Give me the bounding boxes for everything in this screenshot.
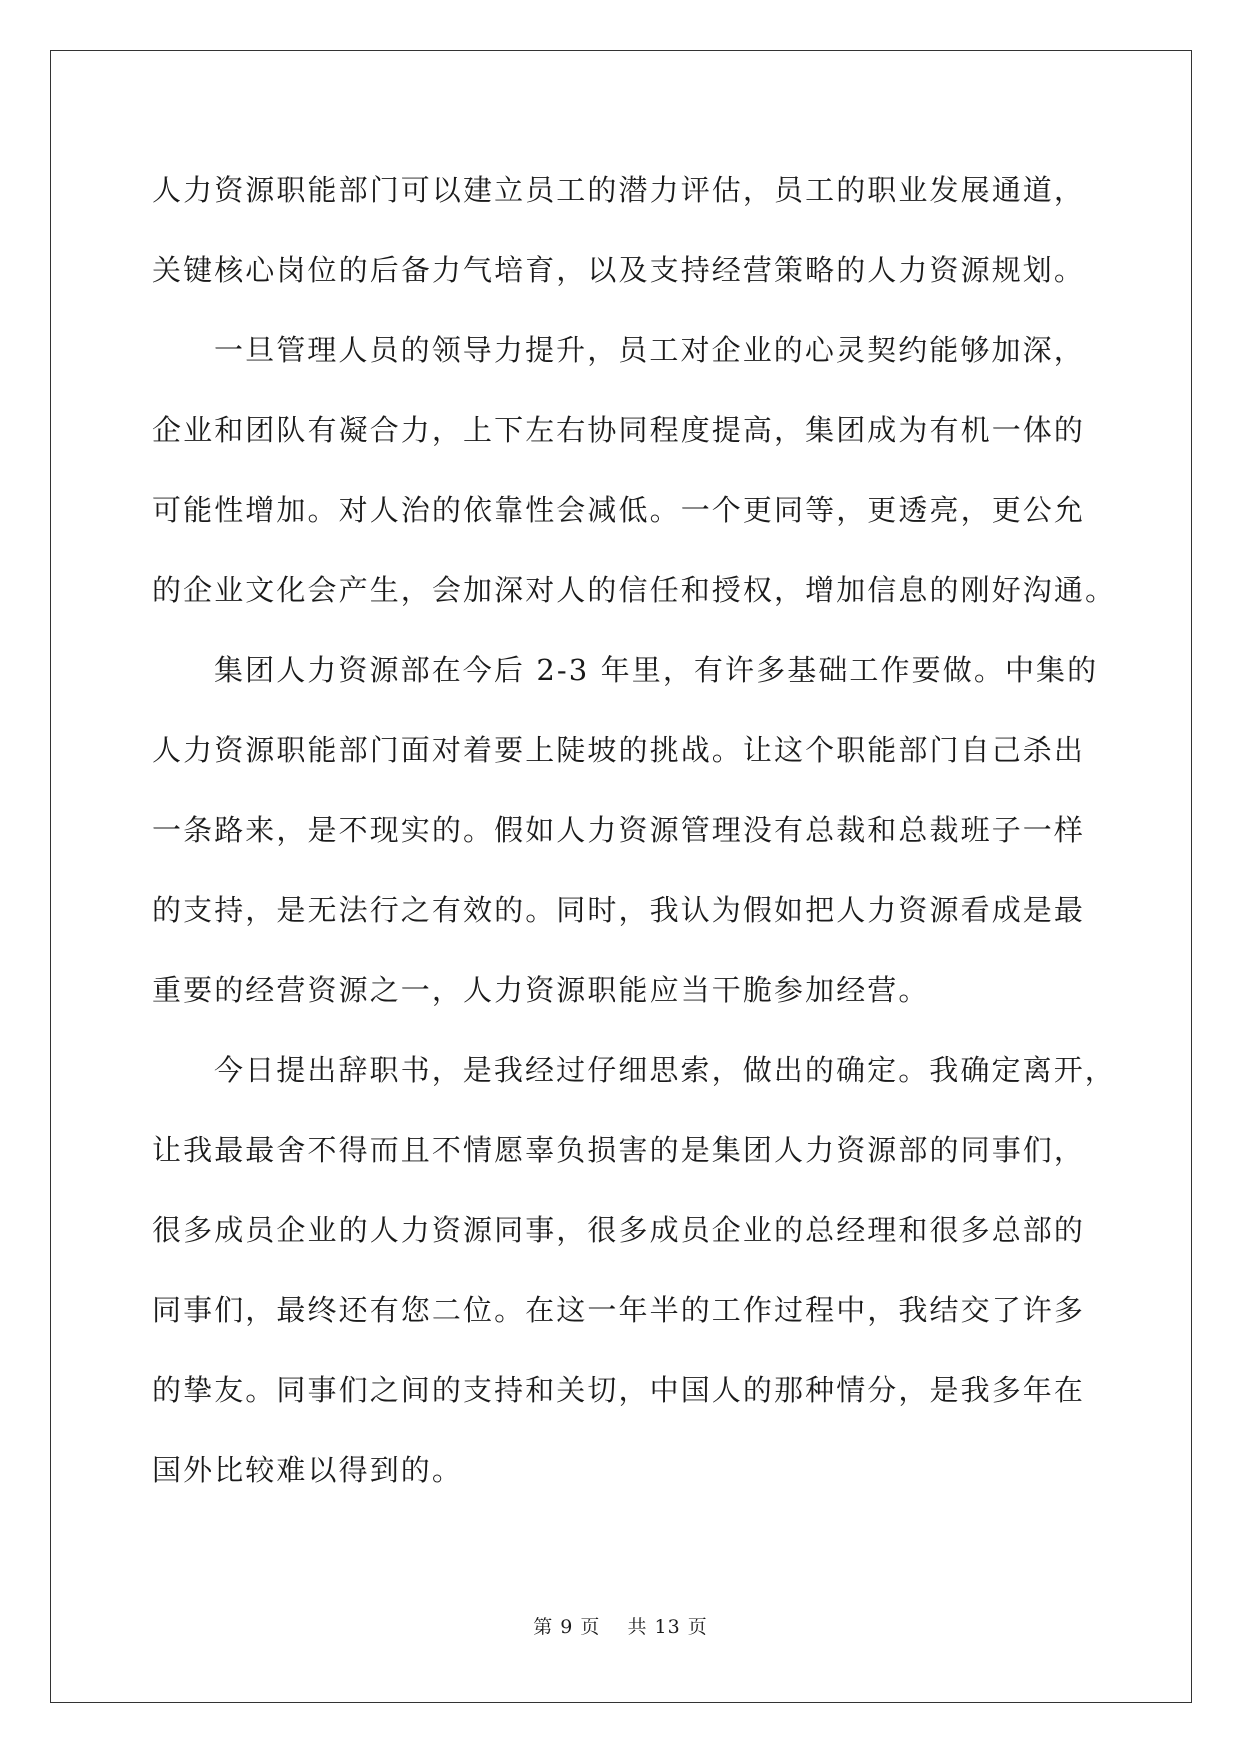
body-text (152, 150, 1117, 1510)
text-line: 的挚友。同事们之间的支持和关切，中国人的那种情分，是我多年在 (152, 1373, 1086, 1407)
text-line: 人力资源职能部门面对着要上陡坡的挑战。让这个职能部门自己杀出 (152, 733, 1086, 767)
text-line: 的企业文化会产生，会加深对人的信任和授权，增加信息的刚好沟通。 (152, 573, 1117, 607)
text-line: 关键核心岗位的后备力气培育，以及支持经营策略的人力资源规划。 (152, 253, 1086, 287)
paragraph-start-line: 集团人力资源部在今后 2-3 年里，有许多基础工作要做。中集的 (214, 653, 1099, 687)
text-line: 可能性增加。对人治的依靠性会减低。一个更同等，更透亮，更公允 (152, 493, 1086, 527)
text-line: 的支持，是无法行之有效的。同时，我认为假如把人力资源看成是最 (152, 893, 1086, 927)
text-line: 重要的经营资源之一，人力资源职能应当干脆参加经营。 (152, 973, 930, 1007)
paragraph-start-line: 今日提出辞职书，是我经过仔细思索，做出的确定。我确定离开， (214, 1053, 1116, 1087)
paragraph-start-line: 一旦管理人员的领导力提升，员工对企业的心灵契约能够加深， (214, 333, 1085, 367)
text-line: 企业和团队有凝合力，上下左右协同程度提高，集团成为有机一体的 (152, 413, 1086, 447)
page-number-footer: 第 9 页 共 13 页 (533, 1616, 708, 1638)
text-line: 很多成员企业的人力资源同事，很多成员企业的总经理和很多总部的 (152, 1213, 1086, 1247)
text-line: 让我最最舍不得而且不情愿辜负损害的是集团人力资源部的同事们， (152, 1133, 1086, 1167)
text-line: 人力资源职能部门可以建立员工的潜力评估，员工的职业发展通道， (152, 173, 1086, 207)
text-line: 同事们，最终还有您二位。在这一年半的工作过程中，我结交了许多 (152, 1293, 1086, 1327)
text-line: 国外比较难以得到的。 (152, 1453, 464, 1487)
text-line: 一条路来，是不现实的。假如人力资源管理没有总裁和总裁班子一样 (152, 813, 1086, 847)
